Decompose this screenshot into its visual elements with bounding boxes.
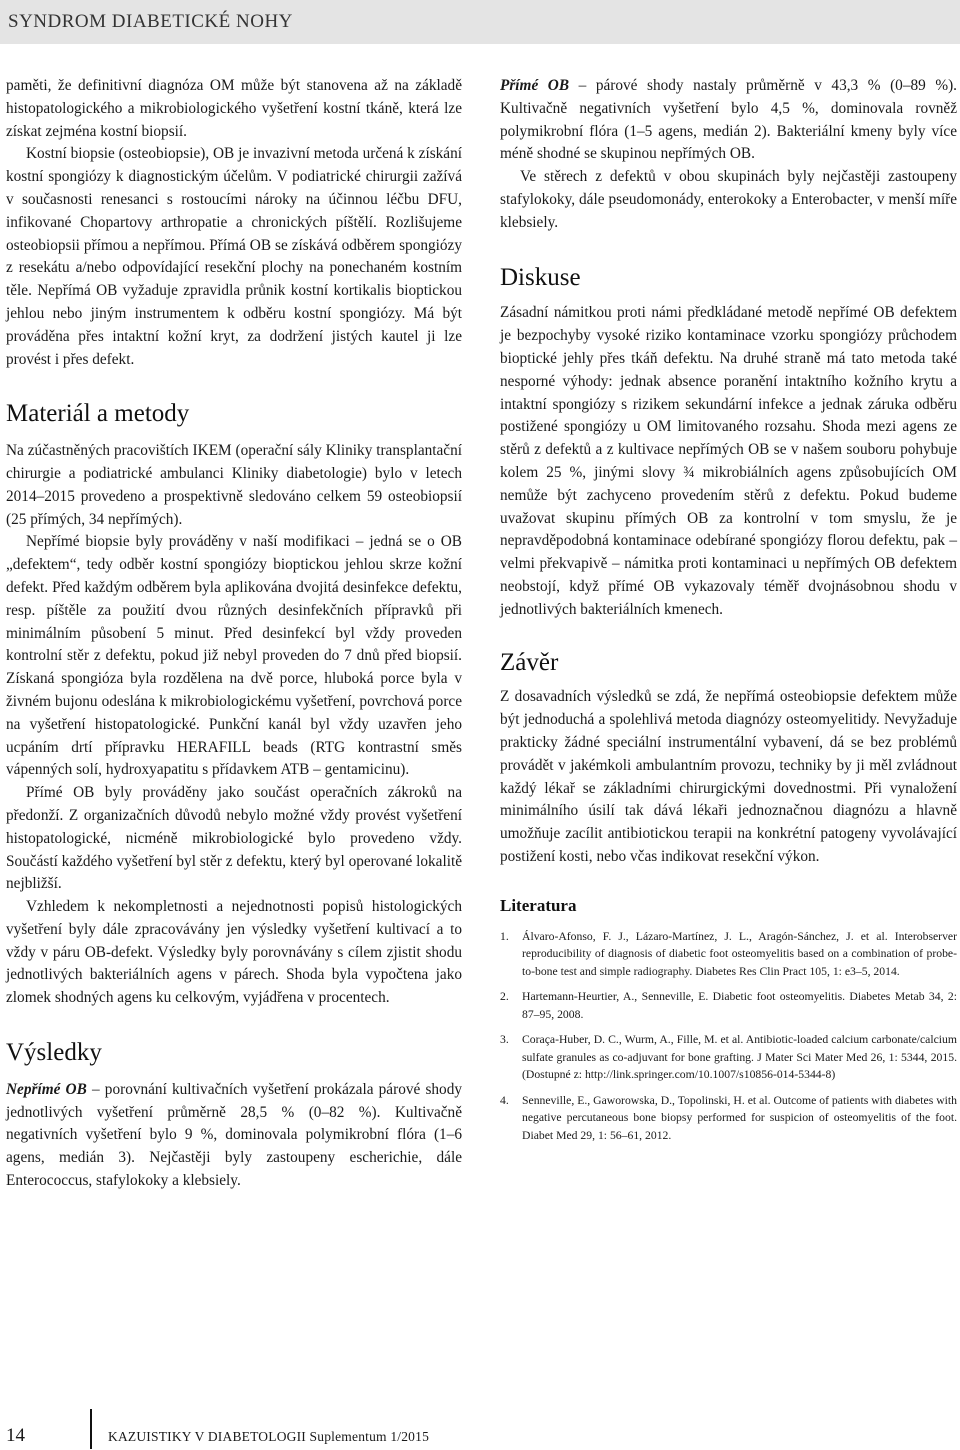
reference-number: 3. xyxy=(500,1033,509,1046)
page-footer xyxy=(0,1405,960,1450)
reference-item xyxy=(500,928,957,981)
methods-paragraph-2: Nepřímé biopsie byly prováděny v naší modifikaci – jedná se o OB „defektem“, tedy odběr kostní spongiózy bioptickou jehlou skrze kožní defekt. Před každým odběrem byla aplikována dvojitá desinfekce defektu, resp. píštěle za použití dvou různých desinfekčních přípravků při minimálním působení 5 minut. Před desinfekcí byl vždy proveden kontrolní stěr z defektu, pokud již nebyl proveden do 7 dnů před biopsií. Získaná spongióza byla rozdělena na dvě porce, hluboká porce byla v živném bujonu odeslána k mikrobiologickému vyšetření, povrchová porce na vyšetření histopatologické. Punkční kanál byl vždy uzavřen jeho ucpáním drtí přípravku HERAFILL beads (RTG kontrastní směs vápenných solí, hydroxyapatitu s přídavkem ATB – gentamicinu). xyxy=(6,533,462,779)
results-text: – porovnání kultivačních vyšetření prokázala párové shody jednotlivých vyšetření průměrně 28,5 % (0–82 %). Kultivačně negativních vyšetření bylo 9 %, dominovala polymikrobní flóra (1–6 agens, medián 3). Nejčastěji byly zastoupeny escherichie, dále Enterococcus, stafylokoky a klebsiely. xyxy=(6,1080,462,1190)
right-column xyxy=(500,75,957,1152)
intro-paragraph-1: paměti, že definitivní diagnóza OM může být stanovena až na základě histopatologického a mikrobiologického vyšetření kostní tkáně, která lze získat zejména kostní biopsií. xyxy=(6,77,462,140)
results-heading: Výsledky xyxy=(6,1039,102,1067)
intro-paragraph-2: Kostní biopsie (osteobiopsie), OB je invazivní metoda určená k získání kostní spongiózy k diagnostickým účelům. V podiatrické chirurgii zažívá v současnosti renesanci s rostoucími nároky na účinnou léčbu DFU, infikované Chopartovy arthropatie a chronických píštělí. Rozlišujeme osteobiopsii přímou a nepřímou. Přímá OB se získává odběrem spongiózy z resekátu a/nebo odpovídající resekční plochy na ponechaném kostním těle. Nepřímá OB vyžaduje zpravidla průnik kostní kortikalis bioptickou jehlou nebo jiným instrumentem k odběru kostní spongiózy. Má být prováděna přes intaktní kožní kryt, za dodržení jistých kautel ji lze provést i přes defekt. xyxy=(6,145,462,368)
reference-item xyxy=(500,988,957,1023)
reference-text: Álvaro-Afonso, F. J., Lázaro-Martínez, J. L., Aragón-Sánchez, J. et al. Interobserver reproducibility of diagnosis of diabetic foot osteomyelitis based on a combination of probe-to-bone test and simple radiography. Diabetes Res Clin Pract 105, 1: e3–5, 2014. xyxy=(522,929,957,978)
reference-list xyxy=(500,928,957,1145)
footer-divider xyxy=(90,1409,92,1449)
reference-number: 1. xyxy=(500,929,509,943)
results-paragraph xyxy=(6,1079,462,1193)
literature-heading: Literatura xyxy=(500,895,577,915)
direct-ob-paragraph xyxy=(500,75,957,166)
discussion-paragraph: Zásadní námitkou proti námi předkládané metodě nepřímé OB defektem je bezpochyby vysoké riziko kontaminace vzorku spongiózy průchodem bioptické jehly přes tkáň defektu. Na druhé straně má tato metoda také nesporné výhody: jednak absence poranění intaktního kožního krytu a intaktní spongiózy s rizikem sekundární infekce a jednak záruka odběru postižené spongiózy u OM limitovaného rozsahu. Shoda mezi agens ze stěrů z defektů a z kultivace nepřímých OB se v našem souboru pohybuje kolem 25 %, jinými slovy ¾ mikrobiálních agens způsobujících OM nemůže být zachyceno provedením stěrů z defektu. Pokud budeme uvažovat skupinu přímých OB za kontrolní v tom smyslu, že je nepravděpodobná kontaminace odebírané spongiózy florou defektu, pak – velmi překvapivě – námitka proti kontaminaci u nepřímých OB defektem neobstojí, když přímé OB vykazovaly téměř dvojnásobnou shodu v jednotlivých bakteriálních kmenech. xyxy=(500,304,957,618)
swab-paragraph: Ve stěrech z defektů v obou skupinách byly nejčastěji zastoupeny stafylokoky, dále pseudomonády, enterokoky a Enterobacter, v menší míře klebsiely. xyxy=(500,168,957,231)
results-lead: Nepřímé OB xyxy=(6,1080,87,1098)
left-column xyxy=(6,75,462,1193)
methods-paragraph-4: Vzhledem k nekompletnosti a nejednotnosti popisů histologických vyšetření byly dále zpracovávány jen výsledky vyšetření kultivací a to vždy v páru OB-defekt. Výsledky byly porovnávány s cílem zjistit shodu jednotlivých bakteriálních agens v párech. Shoda byla vypočtena jako zlomek shodných agens ku celkovým, vyjádřena v procentech. xyxy=(6,898,462,1007)
direct-ob-lead: Přímé OB xyxy=(500,77,570,94)
reference-text: Coraça-Huber, D. C., Wurm, A., Fille, M. et al. Antibiotic-loaded calcium carbonate/calcium sulfate granules as co-adjuvant for bone grafting. J Mater Sci Mater Med 26, 1: 5344, 2015. (Dostupné z: http://link.springer.com/10.1007/s10856-014-5344-8) xyxy=(522,1033,957,1081)
running-header-title: SYNDROM DIABETICKÉ NOHY xyxy=(8,11,293,32)
conclusion-paragraph: Z dosavadních výsledků se zdá, že nepřímá osteobiopsie defektem může být jednoduchá a spolehlivá metoda diagnózy osteomyelitidy. Nevyžaduje prakticky žádné speciální instrumentální vybavení, dá se bez problémů provádět v jakémkoli ambulantním provozu, techniky by ji měl zvládnout každý lékař se základními chirurgickými dovednostmi. Při vynaložení minimálního úsilí tak dává lékaři jednoznačnou diagnózu a hlavně umožňuje zacílit antibiotickou terapii na konkrétní patogeny vyvolávající postižení kosti, nebo včas indikovat resekční výkon. xyxy=(500,688,957,865)
conclusion-heading: Závěr xyxy=(500,648,559,676)
reference-text: Senneville, E., Gaworowska, D., Topolinski, H. et al. Outcome of patients with diabetes with negative percutaneous bone biopsy performed for suspicion of osteomyelitis of the foot. Diabet Med 29, 1: 56–61, 2012. xyxy=(522,1093,957,1142)
reference-number: 4. xyxy=(500,1093,509,1107)
reference-number: 2. xyxy=(500,990,509,1003)
page-number: 14 xyxy=(6,1425,25,1446)
reference-text: Hartemann-Heurtier, A., Senneville, E. Diabetic foot osteomyelitis. Diabetes Metab 34, 2: 87–95, 2008. xyxy=(522,990,957,1021)
running-header xyxy=(0,0,960,44)
discussion-heading: Diskuse xyxy=(500,263,581,291)
methods-paragraph-3: Přímé OB byly prováděny jako součást operačních zákroků na předonží. Z organizačních důvodů nebylo možné vždy provést vyšetření histopatologické, nicméně mikrobiologické bylo provedeno vždy. Součástí každého vyšetření byl stěr z defektu, který byl operované lokalitě nejbližší. xyxy=(6,784,462,893)
journal-title: KAZUISTIKY V DIABETOLOGII Suplementum 1/2015 xyxy=(108,1429,430,1444)
reference-item xyxy=(500,1031,957,1084)
reference-item xyxy=(500,1092,957,1145)
methods-paragraph-1: Na zúčastněných pracovištích IKEM (operační sály Kliniky transplantační chirurgie a podiatrické ambulanci Kliniky diabetologie) bylo v letech 2014–2015 provedeno a prospektivně sledováno celkem 59 osteobiopsií (25 přímých, 34 nepřímých). xyxy=(6,442,462,528)
methods-heading: Materiál a metody xyxy=(6,400,190,428)
direct-ob-text: – párové shody nastaly průměrně v 43,3 % (0–89 %). Kultivačně negativních vyšetření bylo 4,5 %, dominovala rovněž polymikrobní flóra (1–5 agens, medián 2). Bakteriální kmeny byly více méně shodné se skupinou nepřímých OB. xyxy=(500,77,957,163)
